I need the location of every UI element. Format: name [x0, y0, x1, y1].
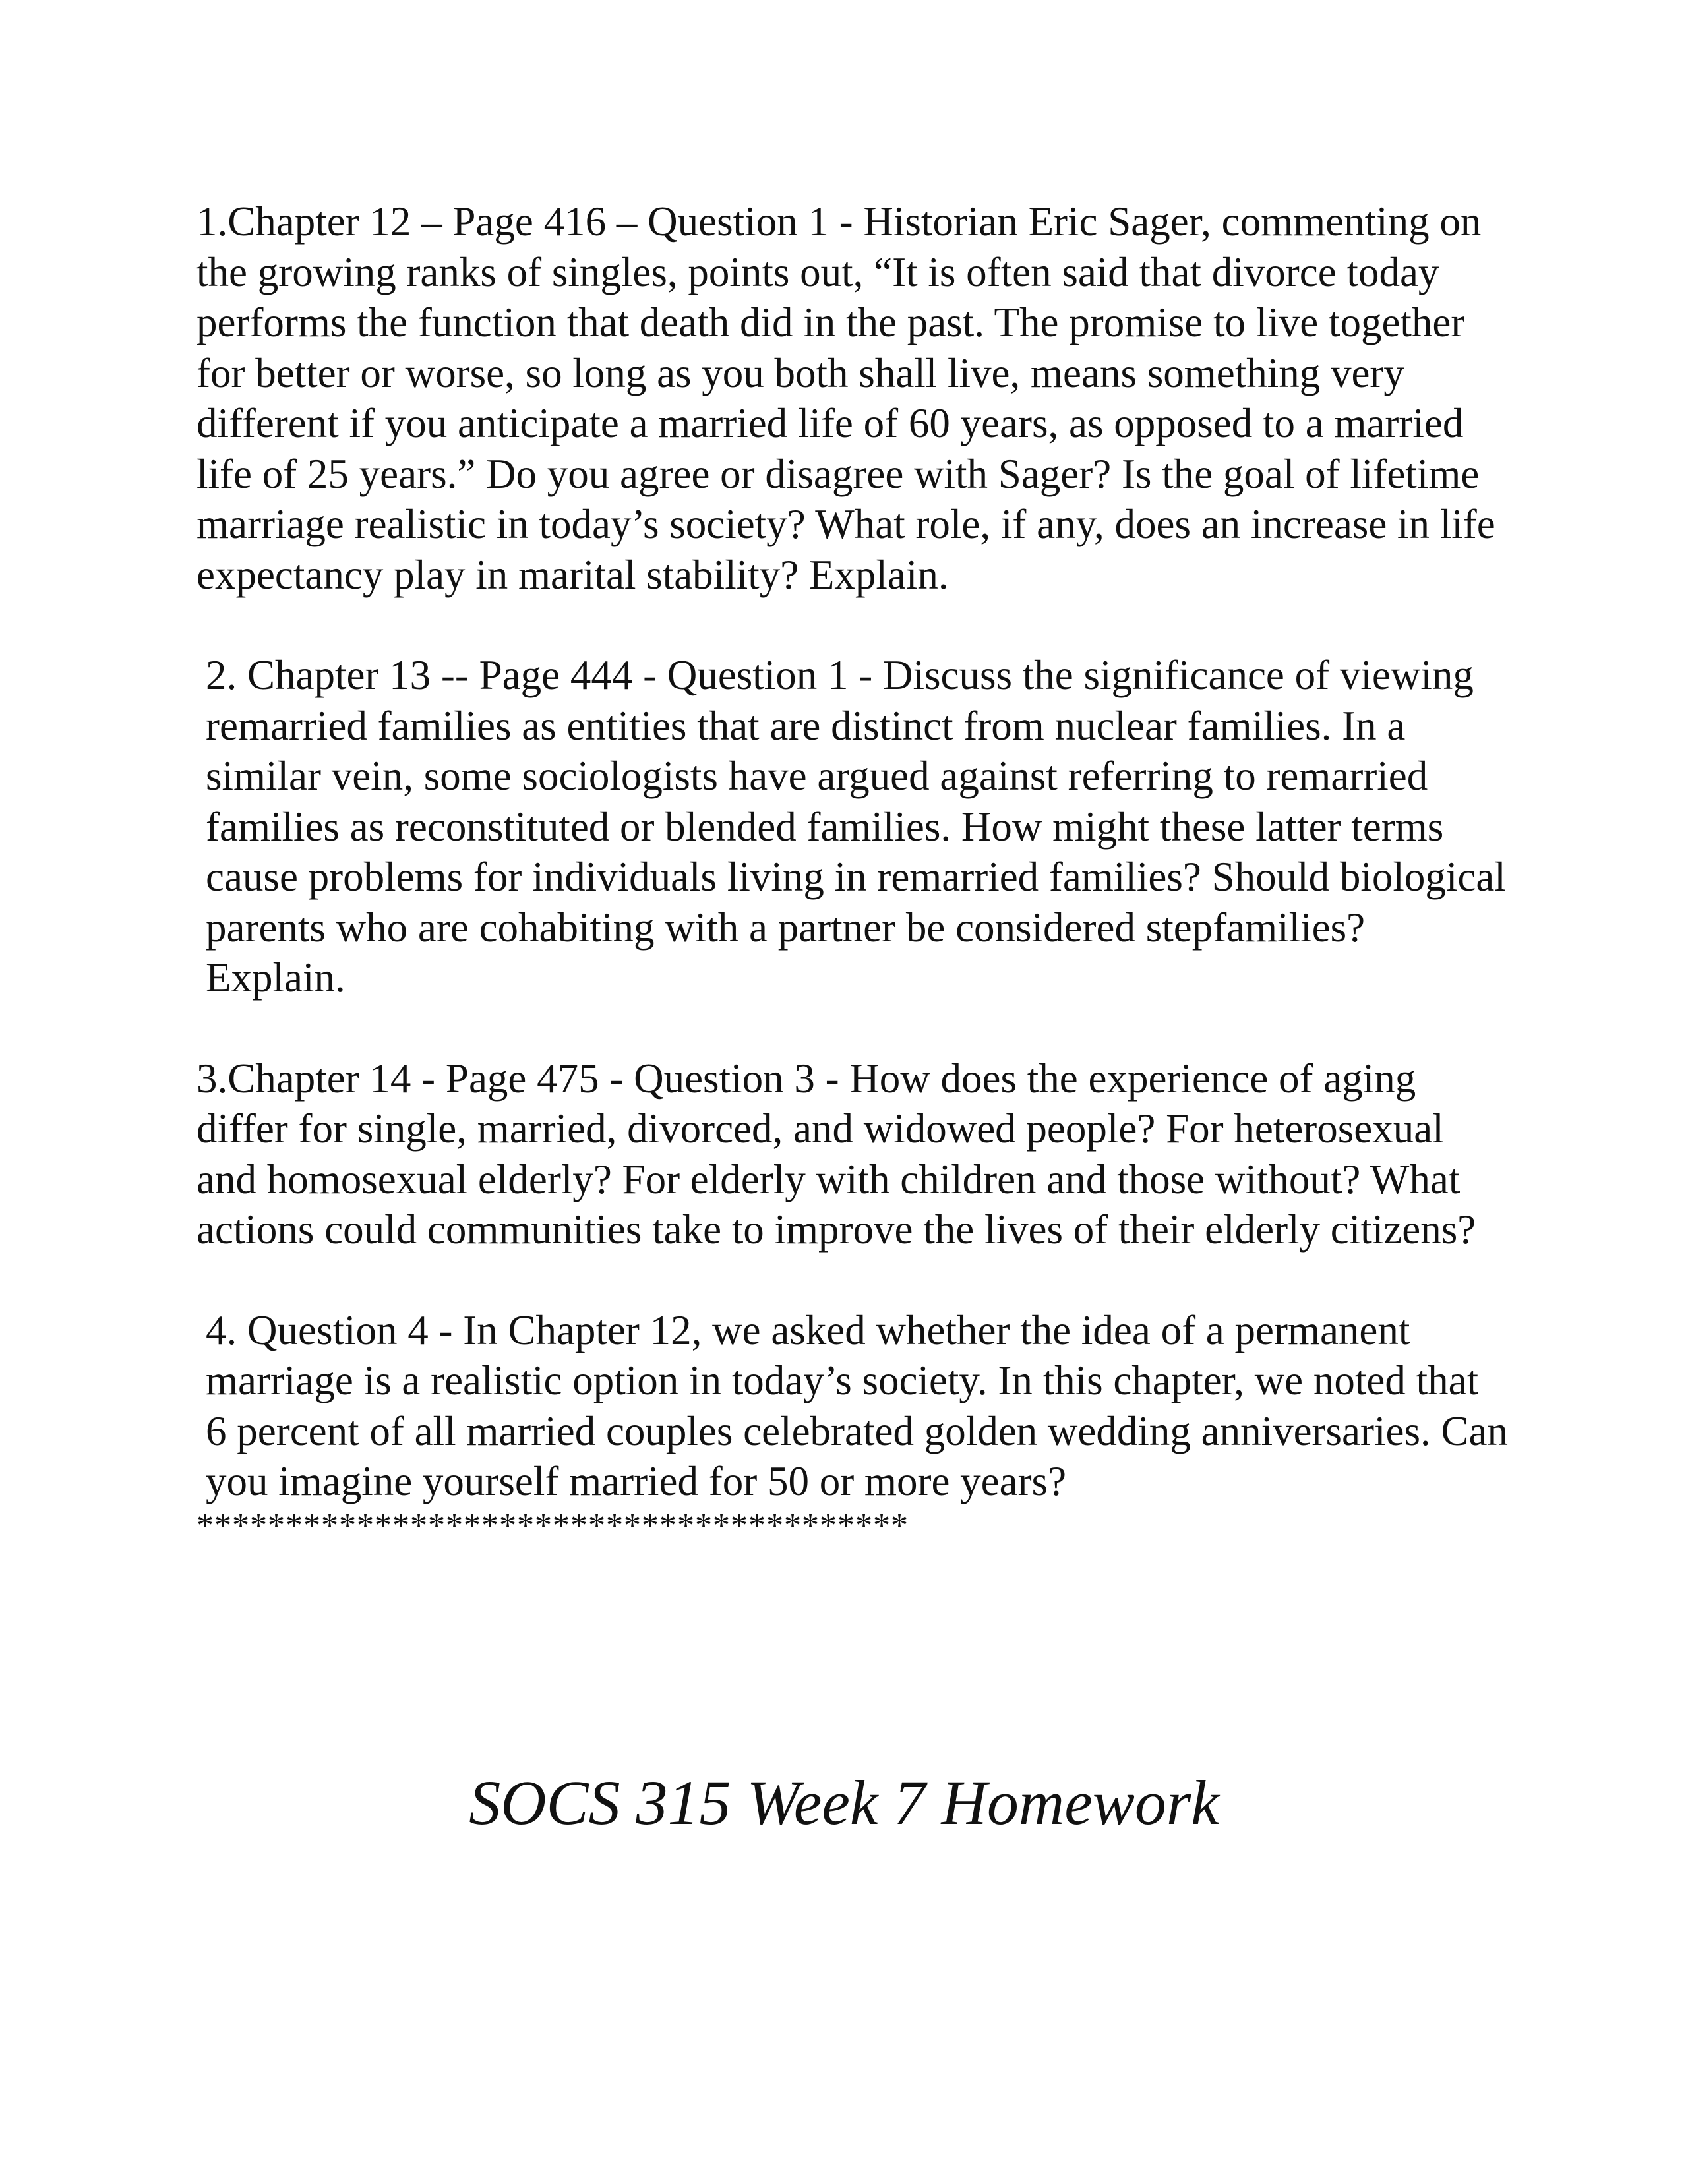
asterisk-separator: **************************************** [196, 1506, 909, 1545]
question-1: 1.Chapter 12 – Page 416 – Question 1 - Historian Eric Sager, commenting on the growing ranks of singles, points out, “It is often said that divorce today performs the function that death did in the past. The promise to live together for better or worse, so long as you both shall live, means something very different if you anticipate a married life of 60 years, as opposed to a married life of 25 years.” Do you agree or disagree with Sager? Is the goal of lifetime marriage realistic in today’s society? What role, if any, does an increase in life expectancy play in marital stability? Explain. [196, 198, 1495, 598]
document-title: SOCS 315 Week 7 Homework [469, 1767, 1219, 1838]
question-2: 2. Chapter 13 -- Page 444 - Question 1 - Discuss the significance of viewing remarried families as entities that are distinct from nuclear families. In a similar vein, some sociologists have argued against referring to remarried families as reconstituted or blended families. How might these latter terms cause problems for individuals living in remarried families? Should biological parents who are cohabiting with a partner be considered stepfamilies? Explain. [206, 652, 1506, 1001]
question-list [196, 196, 1509, 1545]
question-3: 3.Chapter 14 - Page 475 - Question 3 - How does the experience of aging differ for single, married, divorced, and widowed people? For heterosexual and homosexual elderly? For elderly with children and those without? What actions could communities take to improve the lives of their elderly citizens? [196, 1055, 1476, 1253]
question-4: 4. Question 4 - In Chapter 12, we asked whether the idea of a permanent marriage is a realistic option in today’s society. In this chapter, we noted that 6 percent of all married couples celebrated golden wedding anniversaries. Can you imagine yourself married for 50 or more years? [206, 1307, 1508, 1504]
